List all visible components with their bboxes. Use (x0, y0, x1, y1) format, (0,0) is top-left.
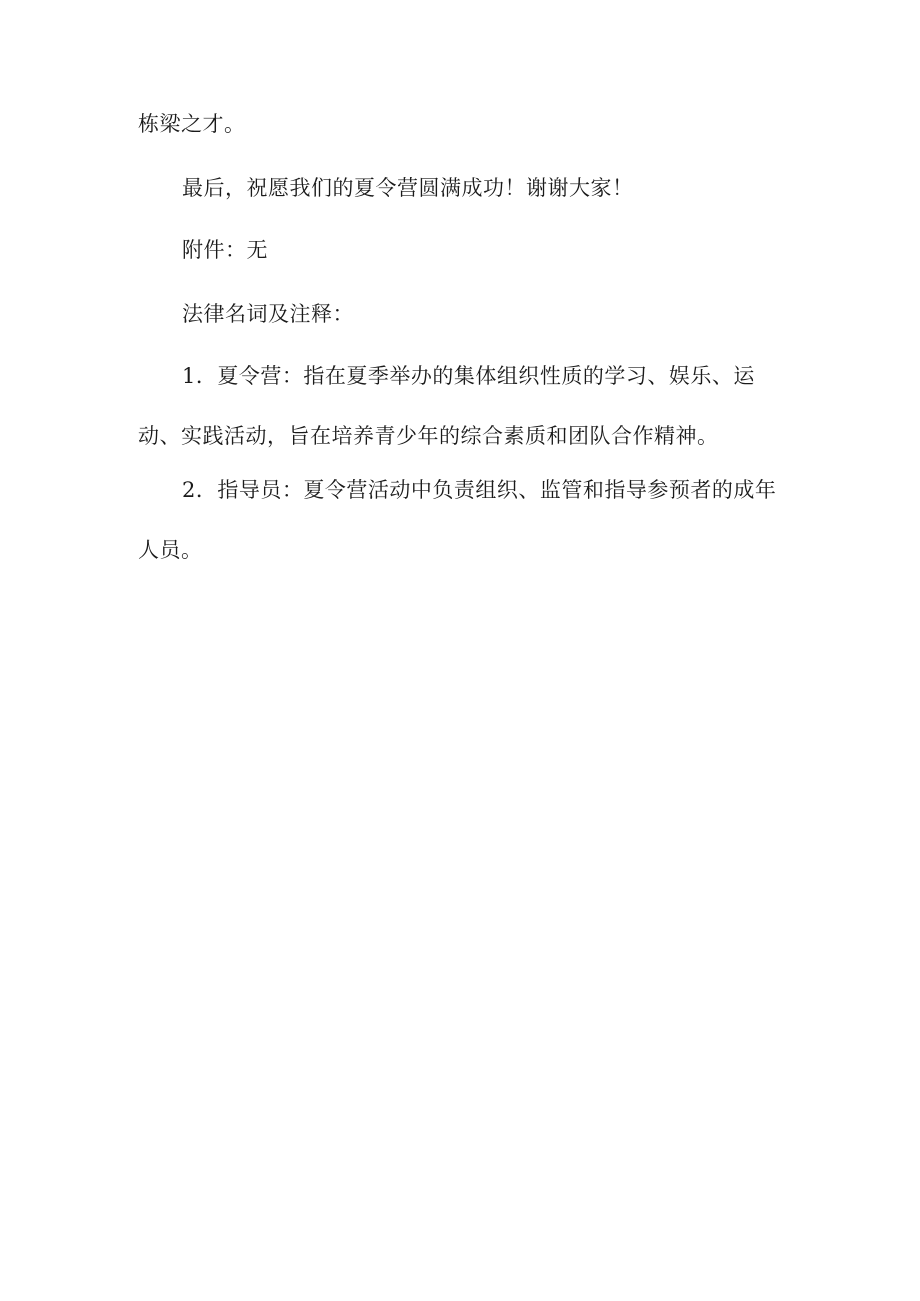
paragraph-closing-wishes: 最后，祝愿我们的夏令营圆满成功！谢谢大家！ (182, 176, 634, 200)
paragraph-continuation: 栋梁之才。 (138, 112, 246, 136)
paragraph-glossary-heading: 法律名词及注释： (182, 302, 354, 326)
paragraph-glossary-item-1: 1．夏令营：指在夏季举办的集体组织性质的学习、娱乐、运动、实践活动，旨在培养青少年的综合素质和团队合作精神。 (138, 364, 755, 448)
paragraph-attachment: 附件：无 (182, 238, 268, 262)
paragraph-glossary-item-2: 2．指导员：夏令营活动中负责组织、监管和指导参预者的成年人员。 (138, 478, 777, 562)
